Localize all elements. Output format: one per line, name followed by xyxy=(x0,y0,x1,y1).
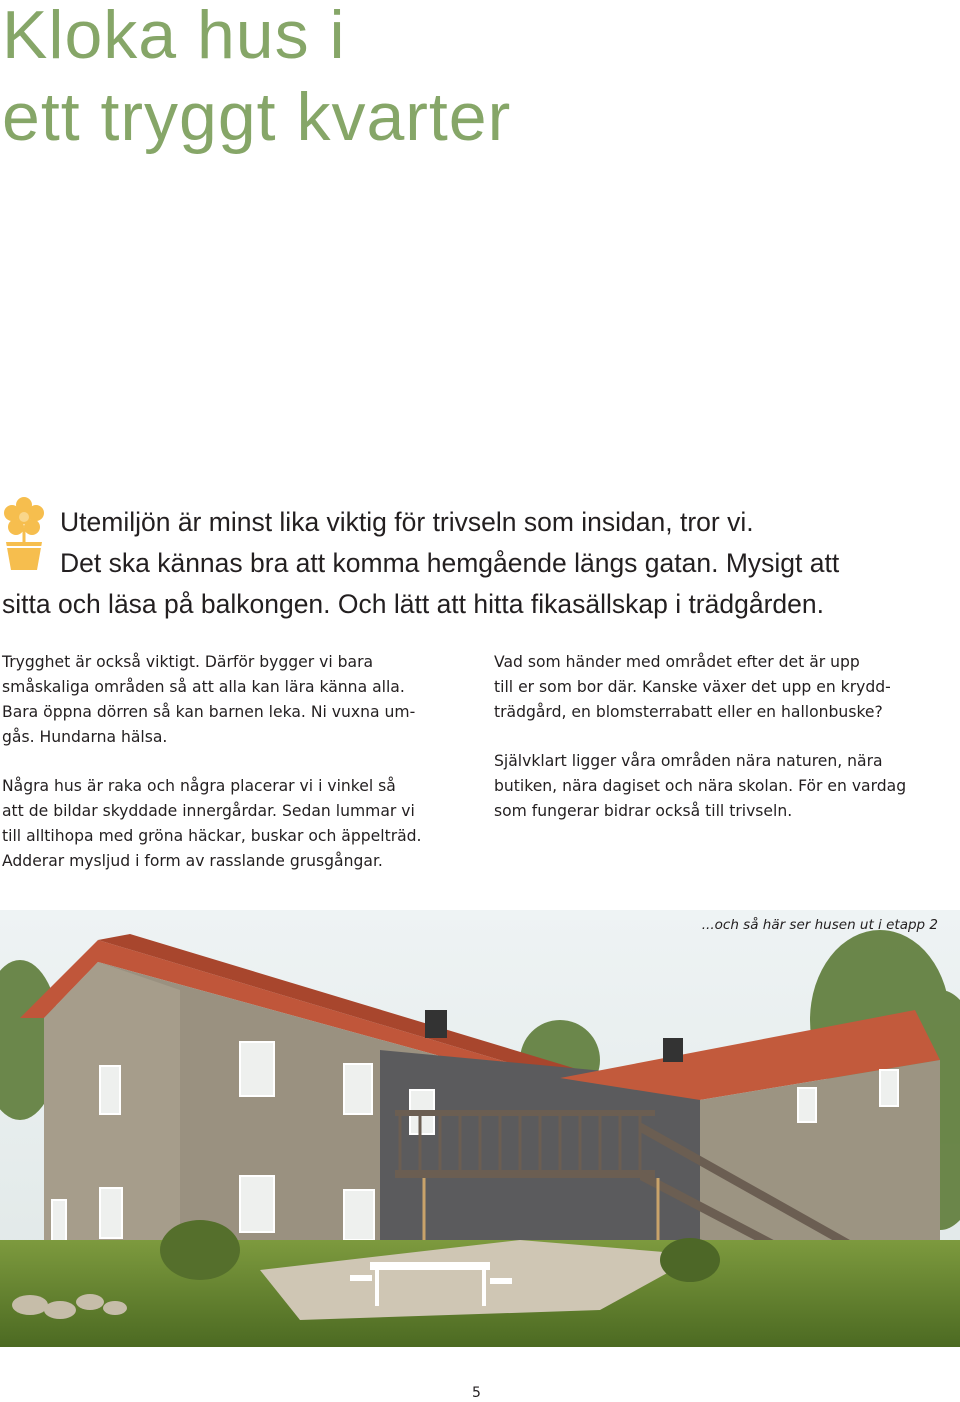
text-line: gås. Hundarna hälsa. xyxy=(2,728,168,746)
right-column xyxy=(494,650,954,848)
photo-caption: ...och så här ser husen ut i etapp 2 xyxy=(701,917,938,933)
lead-line: Det ska kännas bra att komma hemgående längs gatan. Mysigt att xyxy=(60,548,840,578)
lead-paragraph xyxy=(2,502,952,625)
text-line: Några hus är raka och några placerar vi i vinkel så xyxy=(2,777,396,795)
text-line: Självklart ligger våra områden nära naturen, nära xyxy=(494,752,883,770)
title-line-2: ett tryggt kvarter xyxy=(2,79,512,155)
text-line: som fungerar bidrar också till trivseln. xyxy=(494,802,793,820)
text-line: Bara öppna dörren så kan barnen leka. Ni vuxna um- xyxy=(2,703,416,721)
lead-line: Utemiljön är minst lika viktig för trivseln som insidan, tror vi. xyxy=(60,507,754,537)
text-line: till er som bor där. Kanske växer det upp en krydd- xyxy=(494,678,891,696)
text-line: Trygghet är också viktigt. Därför bygger vi bara xyxy=(2,653,374,671)
text-line: till alltihopa med gröna häckar, buskar och äppelträd. xyxy=(2,827,422,845)
left-column xyxy=(2,650,462,898)
page-title xyxy=(2,0,511,158)
house-photo xyxy=(0,910,960,1347)
text-line: butiken, nära dagiset och nära skolan. För en vardag xyxy=(494,777,907,795)
paragraph xyxy=(2,774,462,874)
text-line: Adderar mysljud i form av rasslande grusgångar. xyxy=(2,852,383,870)
text-line: Vad som händer med området efter det är upp xyxy=(494,653,860,671)
lead-line: sitta och läsa på balkongen. Och lätt att hitta fikasällskap i trädgården. xyxy=(2,589,824,619)
paragraph xyxy=(494,749,954,824)
page-number: 5 xyxy=(472,1385,481,1401)
title-line-1: Kloka hus i xyxy=(2,0,346,73)
paragraph xyxy=(2,650,462,750)
text-line: trädgård, en blomsterrabatt eller en hallonbuske? xyxy=(494,703,883,721)
text-line: att de bildar skyddade innergårdar. Sedan lummar vi xyxy=(2,802,415,820)
text-line: småskaliga områden så att alla kan lära känna alla. xyxy=(2,678,405,696)
paragraph xyxy=(494,650,954,725)
